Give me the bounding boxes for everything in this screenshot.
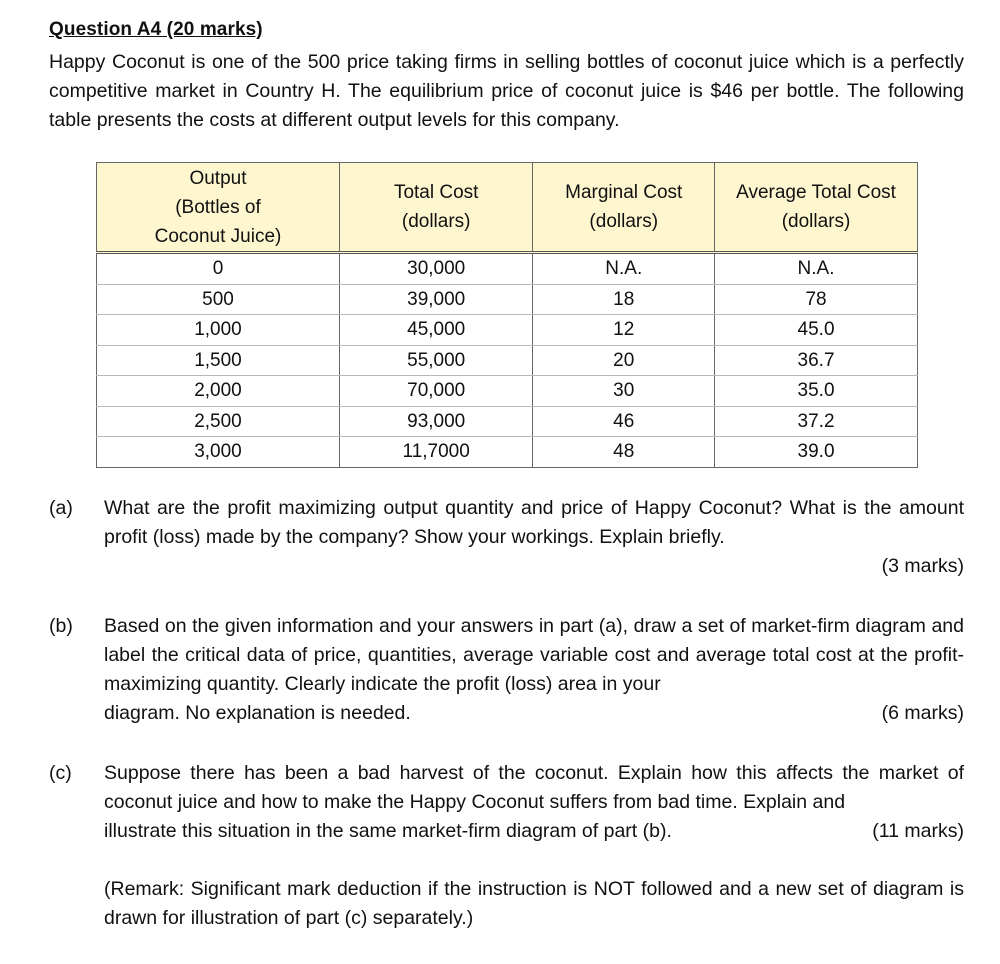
part-b-text: Based on the given information and your answers in part (a), draw a set of market-firm diagram and label the critical data of price, quantities, average variable cost and average total cost at the profit-maximizing quantity. Clearly indicate the profit (loss) area in your	[104, 615, 964, 695]
question-title: Question A4 (20 marks)	[49, 19, 263, 40]
cell-average-total-cost: 45.0	[715, 315, 918, 346]
cell-output: 3,000	[97, 437, 340, 468]
part-b	[49, 612, 964, 728]
part-a-label: (a)	[49, 497, 73, 519]
cell-output: 2,000	[97, 376, 340, 407]
part-a	[49, 494, 964, 581]
cell-total-cost: 11,7000	[339, 437, 532, 468]
cell-average-total-cost: 36.7	[715, 345, 918, 376]
cell-marginal-cost: 30	[533, 376, 715, 407]
part-c	[49, 759, 964, 846]
cell-average-total-cost: 78	[715, 284, 918, 315]
cell-total-cost: 55,000	[339, 345, 532, 376]
cell-marginal-cost: 12	[533, 315, 715, 346]
cell-marginal-cost: 48	[533, 437, 715, 468]
cell-output: 1,000	[97, 315, 340, 346]
part-c-text-last: illustrate this situation in the same market-firm diagram of part (b).	[104, 820, 672, 842]
cell-output: 500	[97, 284, 340, 315]
part-b-text-last: diagram. No explanation is needed.	[104, 702, 411, 724]
cell-marginal-cost: 46	[533, 406, 715, 437]
remark: (Remark: Significant mark deduction if the instruction is NOT followed and a new set of diagram is drawn for illustration of part (c) separately.)	[104, 878, 964, 929]
part-c-label: (c)	[49, 762, 72, 784]
cell-average-total-cost: N.A.	[715, 253, 918, 285]
table-header-row	[97, 163, 918, 253]
table-row	[97, 437, 918, 468]
cell-marginal-cost: 20	[533, 345, 715, 376]
part-b-marks: (6 marks)	[881, 702, 964, 724]
part-c-last-line	[104, 817, 964, 846]
cell-marginal-cost: N.A.	[533, 253, 715, 285]
part-b-last-line	[104, 699, 964, 728]
header-marginal-cost: Marginal Cost (dollars)	[533, 163, 715, 253]
cell-total-cost: 93,000	[339, 406, 532, 437]
header-output: Output (Bottles of Coconut Juice)	[97, 163, 340, 253]
cost-table	[96, 162, 918, 468]
cell-output: 1,500	[97, 345, 340, 376]
table-row	[97, 376, 918, 407]
part-a-marks: (3 marks)	[881, 555, 964, 577]
part-b-label: (b)	[49, 615, 73, 637]
table-row	[97, 253, 918, 285]
cell-average-total-cost: 37.2	[715, 406, 918, 437]
table-row	[97, 345, 918, 376]
header-total-cost: Total Cost (dollars)	[339, 163, 532, 253]
cell-average-total-cost: 39.0	[715, 437, 918, 468]
part-c-marks: (11 marks)	[872, 820, 964, 842]
cell-marginal-cost: 18	[533, 284, 715, 315]
cell-total-cost: 30,000	[339, 253, 532, 285]
cell-output: 2,500	[97, 406, 340, 437]
cell-total-cost: 70,000	[339, 376, 532, 407]
cell-total-cost: 39,000	[339, 284, 532, 315]
table-row	[97, 284, 918, 315]
cell-total-cost: 45,000	[339, 315, 532, 346]
table-row	[97, 406, 918, 437]
cell-output: 0	[97, 253, 340, 285]
cell-average-total-cost: 35.0	[715, 376, 918, 407]
table-row	[97, 315, 918, 346]
question-intro: Happy Coconut is one of the 500 price taking firms in selling bottles of coconut juice which is a perfectly competitive market in Country H. The equilibrium price of coconut juice is $46 per bottle. The following table presents the costs at different output levels for this company.	[49, 51, 964, 131]
part-a-text: What are the profit maximizing output quantity and price of Happy Coconut? What is the amount profit (loss) made by the company? Show your workings. Explain briefly.	[104, 497, 964, 548]
part-c-text: Suppose there has been a bad harvest of the coconut. Explain how this affects the market of coconut juice and how to make the Happy Coconut suffers from bad time. Explain and	[104, 762, 964, 813]
header-average-total-cost: Average Total Cost (dollars)	[715, 163, 918, 253]
